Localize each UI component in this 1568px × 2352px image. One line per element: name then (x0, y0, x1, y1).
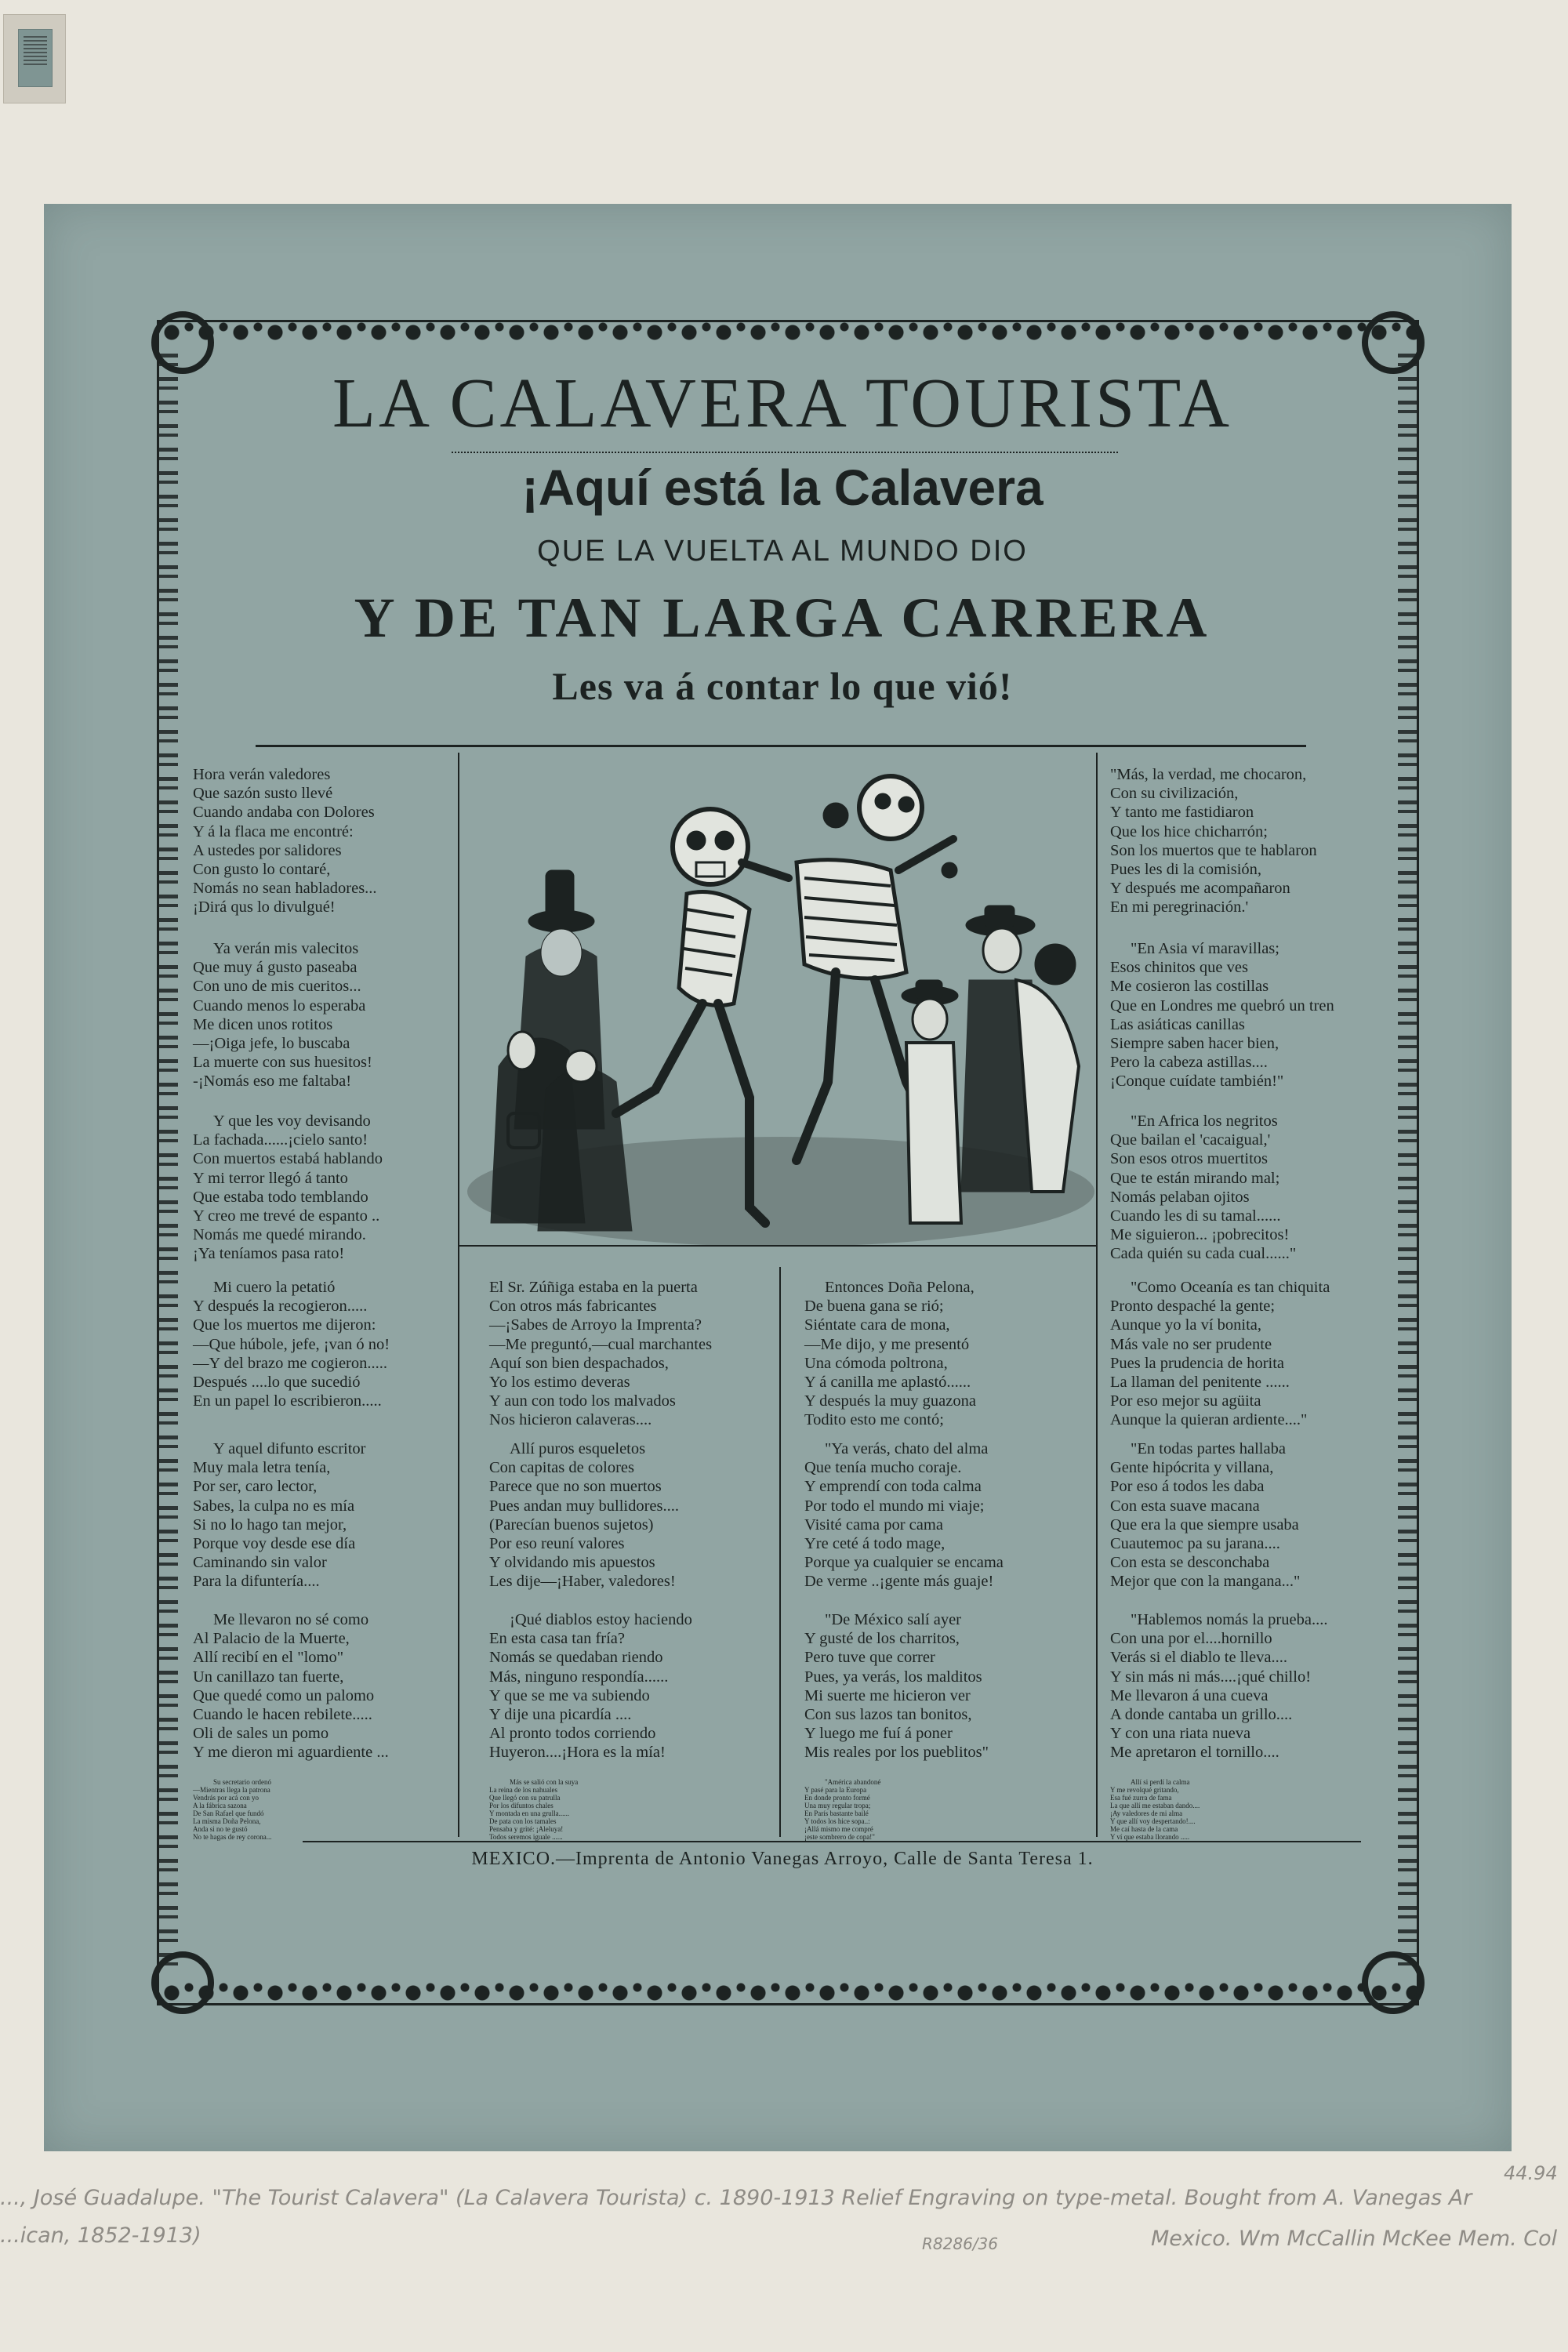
verse-line: Todos seremos iguale ...... (489, 1833, 563, 1841)
verse-stanza: Su secretario ordenó —Mientras llega la patrona Vendrás por acá con yo A la fábrica sazona De San Rafael que fundó La misma Doña Pelona, Anda si no te gustó No te hagas de rey corona... (193, 1778, 272, 1841)
verse-stanza: Mi cuero la petatió Y después la recogieron..... Que los muertos me dijeron: —Que húbole, jefe, ¡van ó no! —Y del brazo me cogieron..... Después ....lo que sucedió En un papel lo escribieron..... (193, 1279, 390, 1410)
catalog-annotation-line-2: ...ican, 1852-1913) (0, 2223, 201, 2248)
subtitle-2: QUE LA VUELTA AL MUNDO DIO (537, 535, 1028, 568)
verse-stanza: Allí si perdí la calma Y me revolqué gritando, Esa fué zurra de fama La que allí me estaban dando.... ¡Ay valedores de mi alma Y que allí voy despertando!.... Me caí hasta de la cama Y ví que estaba llorando ..... (1110, 1778, 1200, 1841)
verse-line: No te hagas de rey corona... (193, 1833, 272, 1841)
verse-line: De pata con los tamales (489, 1817, 557, 1825)
column-rule (458, 1245, 459, 1837)
ornament-band-bottom (159, 1980, 1417, 2006)
thumbnail-preview[interactable] (3, 14, 66, 103)
verse-line: A la fábrica sazona (193, 1802, 247, 1809)
verse-stanza: El Sr. Zúñiga estaba en la puerta Con otros más fabricantes —¡Sabes de Arroyo la Imprenta? —Me preguntó,—cual marchantes Aquí son bien despachados, Yo los estimo deveras Y aun con todo los malvados Nos hicieron calaveras.... (489, 1279, 713, 1429)
verse-stanza: Más se salió con la suya La reina de los nahuales Que llegó con su patrulla Por los difuntos chales Y montada en una grulla...... De pata con los tamales Pensaba y grité: ¡Aleluya! Todos seremos iguale ...... (489, 1778, 579, 1841)
verse-stanza: Hora verán valedores Que sazón susto llevé Cuando andaba con Dolores Y á la flaca me encontré: A ustedes por salidores Con gusto lo contaré, Nomás no sean habladores... ¡Dirá qus lo divulgué! (193, 766, 377, 916)
verse-stanza: Y que les voy devisando La fachada......¡cielo santo! Con muertos estabá hablando Y mi terror llegó á tanto Que estaba todo temblando Y creo me trevé de espanto .. Nomás me quedé mirando. ¡Ya teníamos pasa rato! (193, 1112, 383, 1263)
subtitle-1: ¡Aquí está la Calavera (521, 459, 1044, 516)
corner-ornament-icon (1362, 311, 1425, 374)
corner-ornament-icon (151, 1951, 214, 2014)
verse-stanza: Allí puros esqueletos Con capitas de colores Parece que no son muertos Pues andan muy bullidores.... (Parecían buenos sujetos) Por eso reuní valores Y olvidando mis apuestos Les dije—¡Haber, valedores! (489, 1440, 679, 1591)
title-rule (452, 452, 1118, 456)
verse-stanza: "América abandoné Y pasé para la Europa En donde pronto formé Una muy regular tropa; En París bastante bailé Y todos los hice sopa..: ¡Allá mismo me compré ¡este sombrero de copa!" (804, 1778, 881, 1841)
verse-line: Me caí hasta de la cama (1110, 1825, 1178, 1833)
verse-stanza: "De México salí ayer Y gusté de los charritos, Pero tuve que correr Pues, ya verás, los malditos Mi suerte me hicieron ver Con sus lazos tan bonitos, Y luego me fuí á poner Mis reales por los pueblitos" (804, 1611, 989, 1762)
verse-line: ¡Ay valedores de mi alma (1110, 1809, 1183, 1817)
subtitle-3: Y DE TAN LARGA CARRERA (354, 586, 1211, 649)
column-rule (1096, 1245, 1098, 1837)
verse-line: La misma Doña Pelona, (193, 1817, 261, 1825)
verse-line: Anda si no te gustó (193, 1825, 248, 1833)
catalog-code: R8286/36 (922, 2234, 998, 2253)
verse-line: Una muy regular tropa; (804, 1802, 871, 1809)
poster-title: LA CALAVERA TOURISTA (332, 365, 1232, 442)
verse-stanza: Me llevaron no sé como Al Palacio de la Muerte, Allí recibí en el "lomo" Un canillazo tan fuerte, Que quedé como un palomo Cuando le hacen rebilete..... Oli de sales un pomo Y me dieron mi aguardiente ... (193, 1611, 389, 1762)
column-rule (458, 753, 459, 1245)
verse-line: Pensaba y grité: ¡Aleluya! (489, 1825, 564, 1833)
verse-line: Por los difuntos chales (489, 1802, 554, 1809)
verse-line: Y que allí voy despertando!.... (1110, 1817, 1196, 1825)
collection-annotation: Mexico. Wm McCallin McKee Mem. Col (1151, 2227, 1558, 2251)
corner-ornament-icon (151, 311, 214, 374)
verse-stanza: ¡Qué diablos estoy haciendo En esta casa tan fría? Nomás se quedaban riendo Más, ninguno respondía...... Y que se me va subiendo Y dije una picardía .... Al pronto todos corriendo Huyeron....¡Hora es la mía! (489, 1611, 692, 1762)
verse-line: De San Rafael que fundó (193, 1809, 264, 1817)
header-rule (256, 745, 1306, 747)
verse-stanza: "Como Oceanía es tan chiquita Pronto despaché la gente; Aunque yo la ví bonita, Más vale no ser prudente Pues la prudencia de horita La llaman del penitente ...... Por eso mejor su agüita Aunque la quieran ardiente...." (1110, 1279, 1330, 1429)
verse-stanza: "En todas partes hallaba Gente hipócrita y villana, Por eso á todos les daba Con esta suave macana Que era la que siempre usaba Cuautemoc pa su jarana.... Con esta se desconchaba Mejor que con la mangana..." (1110, 1440, 1301, 1591)
verse-line: ¡este sombrero de copa!" (804, 1833, 875, 1841)
footer-rule (303, 1841, 1361, 1842)
verse-stanza: Y aquel difunto escritor Muy mala letra tenía, Por ser, caro lector, Sabes, la culpa no es mía Si no lo hago tan mejor, Porque voy desde ese día Caminando sin valor Para la difuntería.... (193, 1440, 366, 1591)
verse-line: Y ví que estaba llorando ..... (1110, 1833, 1190, 1841)
accession-number: 44.94 (1504, 2162, 1558, 2184)
column-rule (1096, 753, 1098, 1245)
verse-stanza: "En Africa los negritos Que bailan el 'cacaigual,' Son esos otros muertitos Que te están mirando mal; Nomás pelaban ojitos Cuando les di su tamal...... Me siguieron... ¡pobrecitos! Cada quién su cada cual......" (1110, 1112, 1297, 1263)
ornament-band-top (159, 319, 1417, 346)
skeleton-dance-engraving (467, 753, 1094, 1245)
printer-imprint: MEXICO.—Imprenta de Antonio Vanegas Arroyo, Calle de Santa Teresa 1. (471, 1849, 1094, 1869)
catalog-annotation-line-1: ..., José Guadalupe. "The Tourist Calavera" (La Calavera Tourista) c. 1890-1913 Relief Engraving on type-metal. Bought from A. Vanegas Ar (0, 2186, 1472, 2210)
broadside-sheet (44, 204, 1512, 2151)
verse-stanza: Ya verán mis valecitos Que muy á gusto paseaba Con uno de mis cueritos... Cuando menos lo esperaba Me dicen unos rotitos —¡Oiga jefe, lo buscaba La muerte con sus huesitos! -¡Nomás eso me faltaba! (193, 940, 372, 1091)
column-rule (779, 1267, 781, 1837)
verse-stanza: "Hablemos nomás la prueba.... Con una por el....hornillo Verás si el diablo te lleva.... Y sin más ni más....¡qué chillo! Me llevaron á una cueva A donde cantaba un grillo.... Y con una riata nueva Me apretaron el tornillo.... (1110, 1611, 1328, 1762)
verse-line: En París bastante bailé (804, 1809, 869, 1817)
thumbnail-image (18, 29, 53, 87)
verse-line: Y montada en una grulla...... (489, 1809, 570, 1817)
verse-stanza: "Ya verás, chato del alma Que tenía mucho coraje. Y emprendí con toda calma Por todo el mundo mi viaje; Visité cama por cama Yre ceté á todo mage, Porque ya cualquier se encama De verme ..¡gente más guaje! (804, 1440, 1004, 1591)
corner-ornament-icon (1362, 1951, 1425, 2014)
verse-stanza: Entonces Doña Pelona, De buena gana se rió; Siéntate cara de mona, —Me dijo, y me presentó Una cómoda poltrona, Y á canilla me aplastó...... Y después la muy guazona Todito esto me contó; (804, 1279, 976, 1429)
section-rule (458, 1245, 1096, 1247)
verse-line: La que allí me estaban dando.... (1110, 1802, 1200, 1809)
verse-line: Y todos los hice sopa..: (804, 1817, 870, 1825)
verse-stanza: "Más, la verdad, me chocaron, Con su civilización, Y tanto me fastidiaron Que los hice chicharrón; Son los muertos que te hablaron Pues les di la comisión, Y después me acompañaron En mi peregrinación.' (1110, 766, 1317, 916)
verse-line: ¡Allá mismo me compré (804, 1825, 873, 1833)
verse-stanza: "En Asia ví maravillas; Esos chinitos que ves Me cosieron las costillas Que en Londres me quebró un tren Las asiáticas canillas Siempre saben hacer bien, Pero la cabeza astillas.... ¡Conque cuídate también!" (1110, 940, 1334, 1091)
subtitle-4: Les va á contar lo que vió! (552, 664, 1013, 708)
